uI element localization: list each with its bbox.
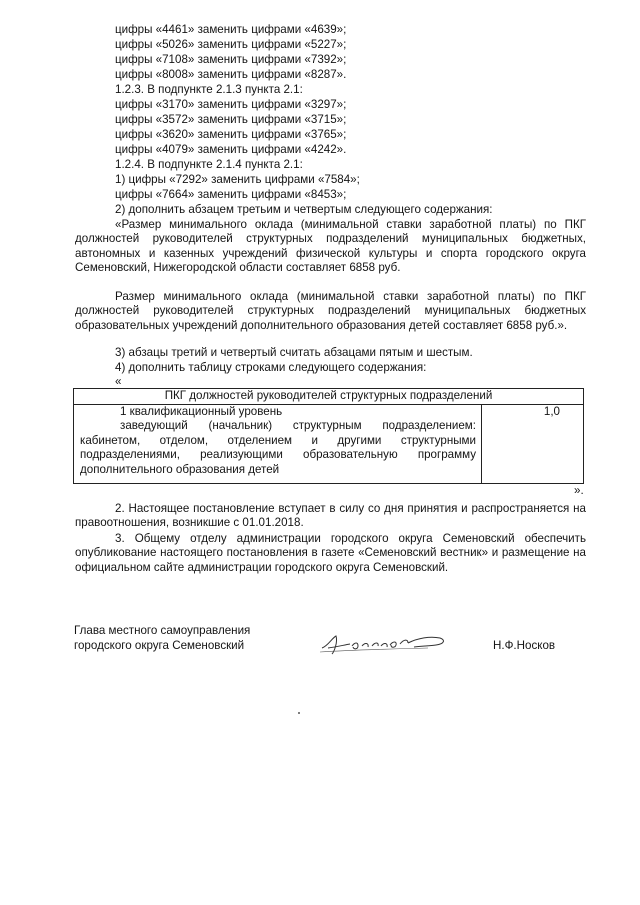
amendment-line: цифры «5026» заменить цифрами «5227»; (115, 38, 347, 51)
table-cell-description (80, 405, 476, 477)
amendment-line: цифры «4461» заменить цифрами «4639»; (115, 23, 347, 36)
amendment-line: цифры «7108» заменить цифрами «7392»; (115, 53, 347, 66)
item-3: 3) абзацы третий и четвертый считать абзацами пятым и шестым. (115, 346, 473, 359)
subclause-heading: 1.2.3. В подпункте 2.1.3 пункта 2.1: (115, 83, 303, 96)
paragraph-min-salary-education: Размер минимального оклада (минимальной ставки заработной платы) по ПКГ должностей руководителей структурных подразделений муниципальных бюджетных образовательных учреждений дополнительного образования детей составляет 6858 руб.». (75, 290, 586, 332)
amendment-line: 1) цифры «7292» заменить цифрами «7584»; (115, 173, 360, 186)
pkg-table (73, 388, 584, 484)
position-description: заведующий (начальник) структурным подразделением: кабинетом, отделом, отделением и другими структурными подразделениями, реализующими образовательную программу дополнительного образования детей (80, 419, 476, 476)
qualification-level: 1 квалификационный уровень (120, 405, 283, 418)
handwritten-signature (318, 630, 458, 660)
amendment-line: цифры «8008» заменить цифрами «8287». (115, 68, 347, 81)
amendment-line: 2) дополнить абзацем третьим и четвертым следующего содержания: (115, 203, 493, 216)
signatory-name: Н.Ф.Носков (493, 639, 556, 652)
signatory-title: Глава местного самоуправления (74, 624, 251, 637)
table-cell-coefficient: 1,0 (543, 405, 560, 418)
paragraph-min-salary-sport: «Размер минимального оклада (минимальной ставки заработной платы) по ПКГ должностей руководителей структурных подразделений муниципальных бюджетных, автономных и казенных учреждений физической культуры и спорта городского округа Семеновский, Нижегородской области составляет 6858 руб. (75, 218, 586, 275)
subclause-heading: 1.2.4. В подпункте 2.1.4 пункта 2.1: (115, 158, 303, 171)
amendment-line: цифры «3620» заменить цифрами «3765»; (115, 128, 347, 141)
amendment-line: цифры «3572» заменить цифрами «3715»; (115, 113, 347, 126)
closing-quote: ». (574, 484, 584, 497)
paragraph-effective-date: 2. Настоящее постановление вступает в силу со дня принятия и распространяется на правоотношения, возникшие с 01.01.2018. (75, 502, 586, 530)
amendment-line: цифры «7664» заменить цифрами «8453»; (115, 188, 347, 201)
scan-speck (298, 712, 300, 714)
paragraph-publication: 3. Общему отделу администрации городского округа Семеновский обеспечить опубликование настоящего постановления в газете «Семеновский вестник» и размещение на официальном сайте администрации городского округа Семеновский. (75, 532, 586, 574)
amendment-line: цифры «4079» заменить цифрами «4242». (115, 143, 347, 156)
item-4: 4) дополнить таблицу строками следующего содержания: (115, 361, 427, 374)
opening-quote: « (115, 375, 122, 388)
table-header: ПКГ должностей руководителей структурных подразделений (74, 389, 583, 405)
amendment-line: цифры «3170» заменить цифрами «3297»; (115, 98, 347, 111)
signatory-title: городского округа Семеновский (74, 639, 245, 652)
